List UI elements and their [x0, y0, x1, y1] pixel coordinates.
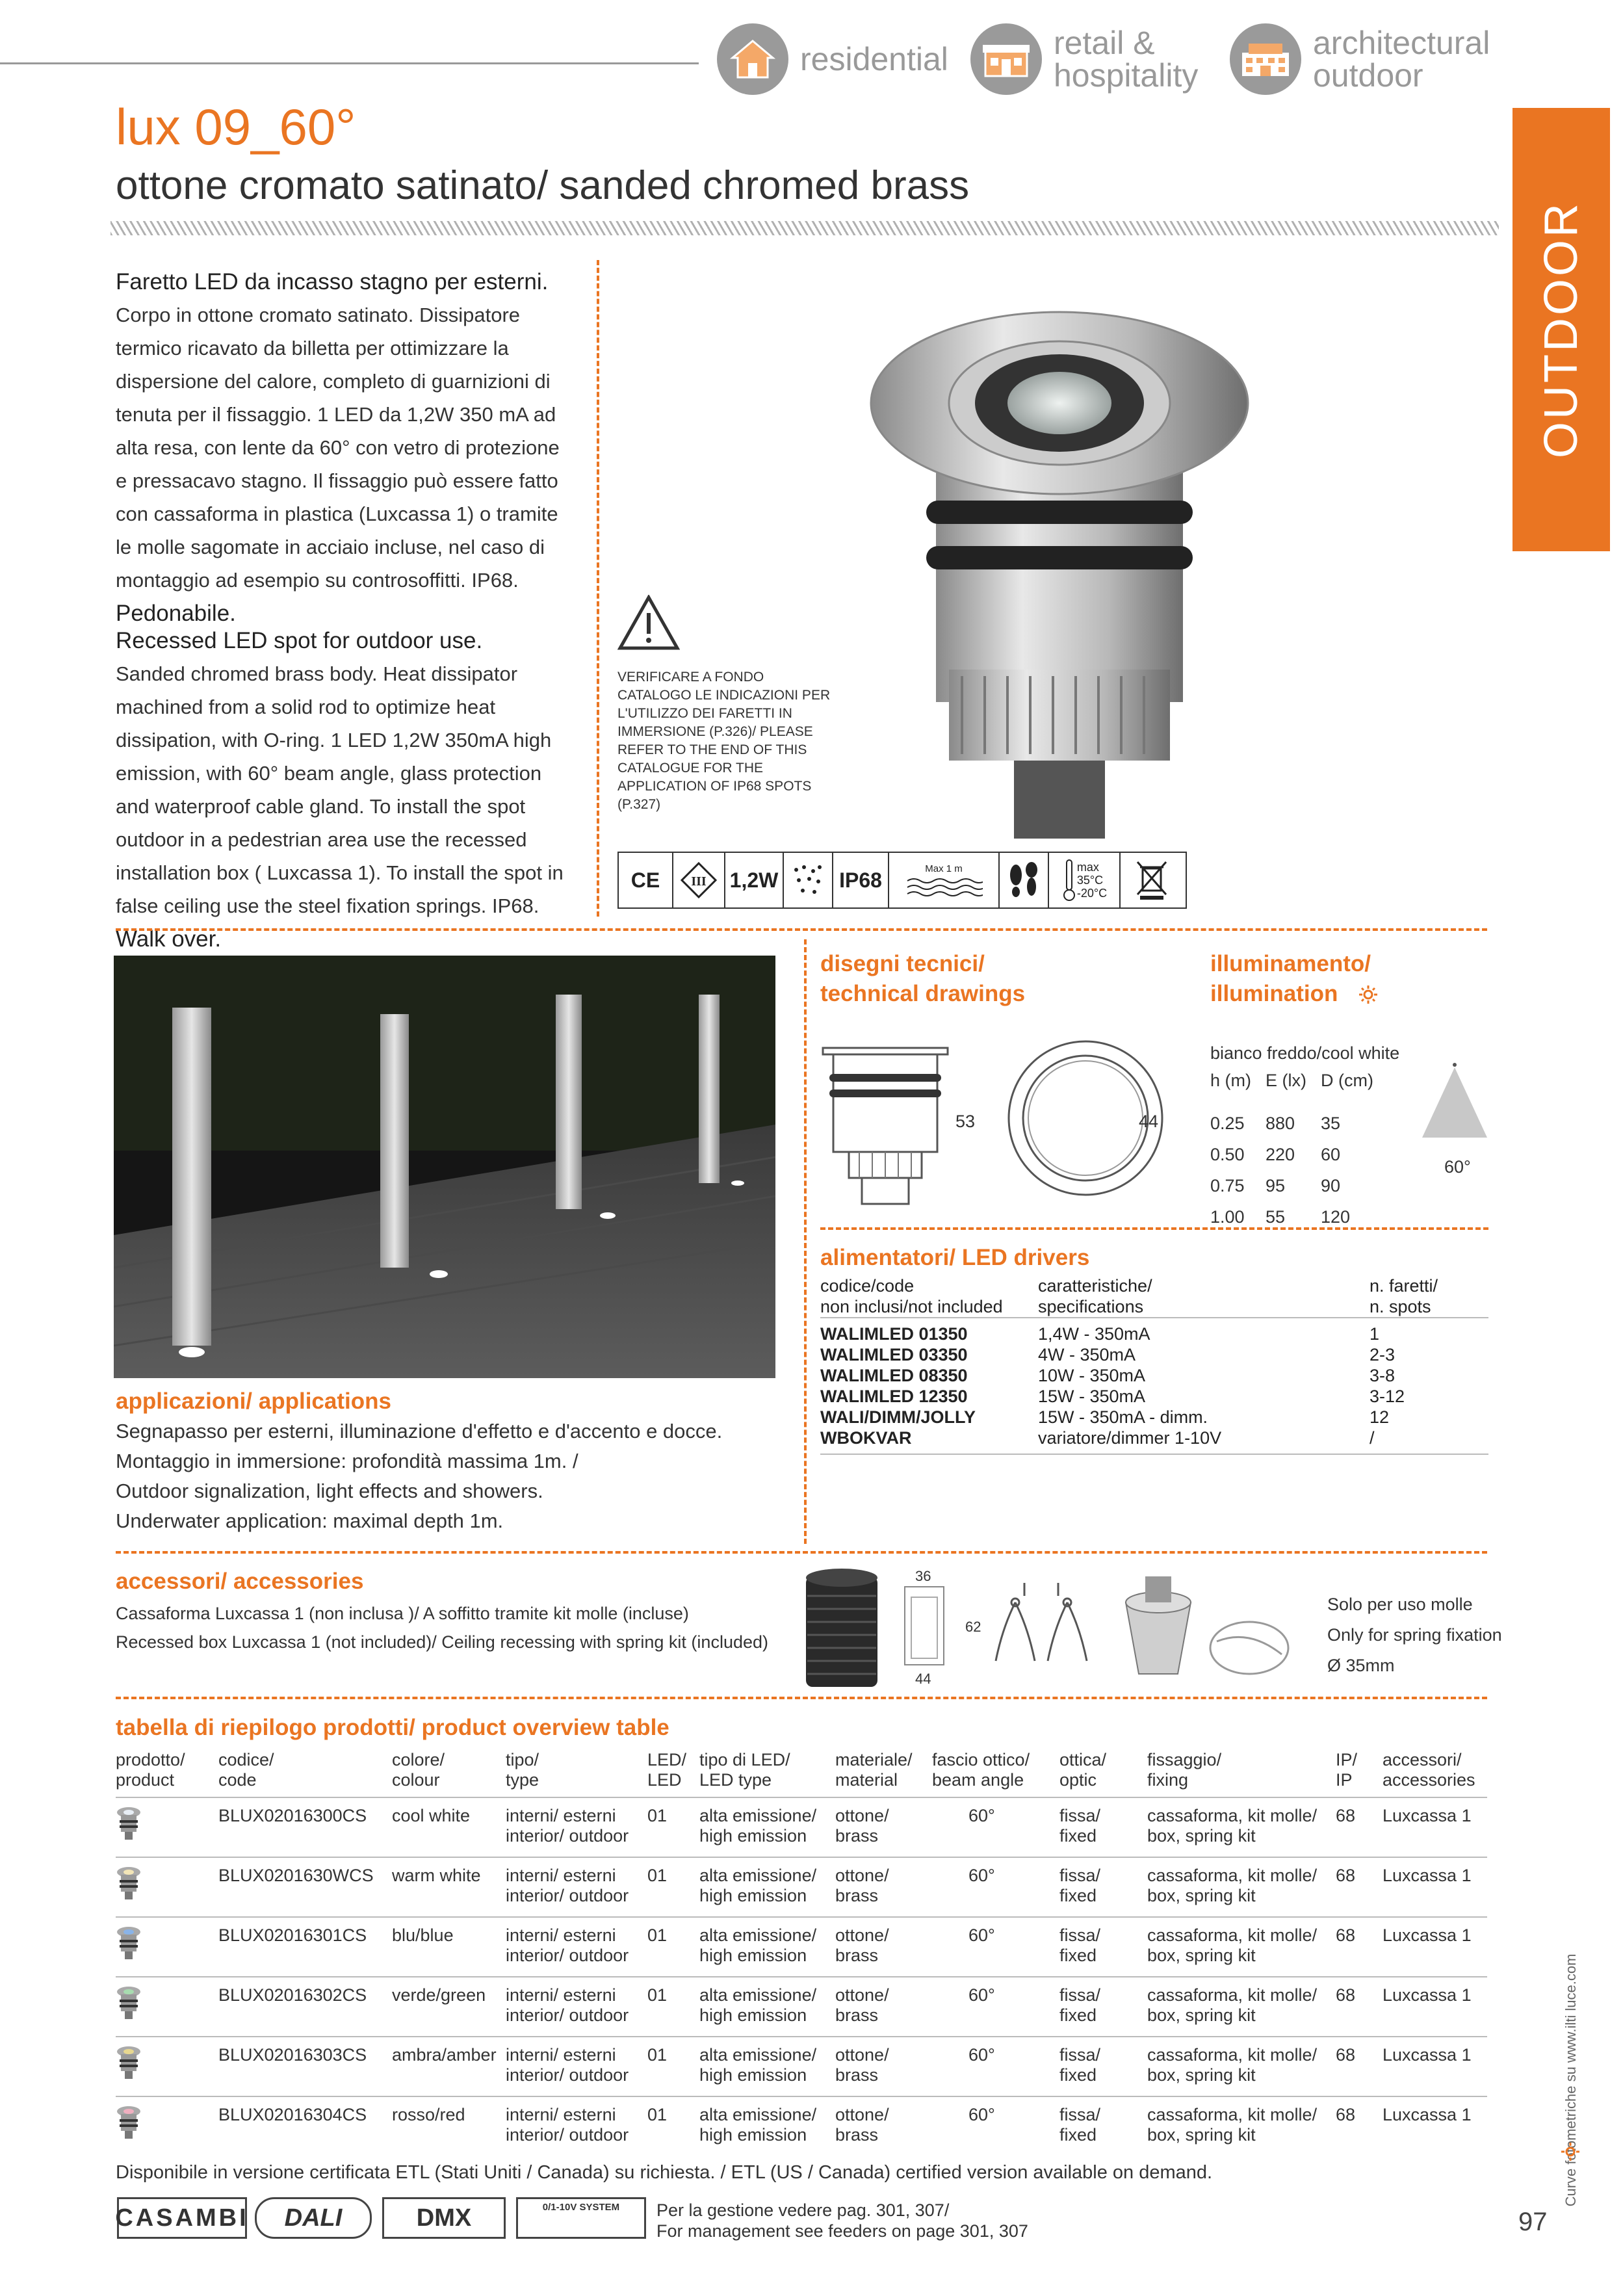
illumination-title: illuminamento/ illumination — [1210, 951, 1371, 1006]
segment-retail — [970, 23, 1198, 95]
sun-icon — [1358, 985, 1378, 1008]
dimension-height: 53 — [955, 1112, 976, 1131]
accessories-section — [116, 1567, 768, 1656]
product-row: BLUX0201630WCS warm white interni/ esterni interior/ outdoor 01 alta emissione/ high emission ottone/ brass 60° fissa/ fixed cassaforma, kit molle/ box, spring kit 68 Luxcassa 1 — [116, 1857, 1487, 1917]
building-icon — [1230, 23, 1301, 95]
dimension-diameter: 44 — [1139, 1112, 1159, 1131]
page-number: 97 — [1518, 2208, 1548, 2236]
vertical-divider-2 — [804, 939, 807, 1544]
svg-text:III: III — [691, 874, 707, 889]
product-thumbnail-icon — [116, 2105, 142, 2141]
certification-bar — [617, 852, 1187, 909]
applications-title: applicazioni/ applications — [116, 1389, 391, 1414]
analog-10v-logo: 0/1-10V SYSTEM — [516, 2197, 646, 2239]
desc-tail-en: Walk over. — [116, 926, 222, 952]
product-row: BLUX02016304CS rosso/red interni/ esterni interior/ outdoor 01 alta emissione/ high emission ottone/ brass 60° fissa/ fixed cassaforma, kit molle/ box, spring kit 68 Luxcassa 1 — [116, 2096, 1487, 2156]
beam-cone-icon — [1419, 1060, 1490, 1147]
description-italian — [116, 265, 571, 631]
application-line: Outdoor signalization, light effects and showers. — [116, 1480, 543, 1502]
accessories-title: accessori/ accessories — [116, 1569, 364, 1594]
illumination-table: bianco freddo/cool white h (m) E (lx) D (cm) 0.25 880 35 0.50 220 60 0.75 95 90 1.00 55 120 — [1210, 1040, 1399, 1233]
header-rule — [0, 62, 699, 64]
product-overview-table: prodotto/ product codice/ code colore/ colour tipo/ type LED/ LED tipo di LED/ LED type materiale/ material fascio ottico/ beam angle ottica/ optic fissaggio/ fixing IP/ IP accessori/ accessories BLUX02016300CS cool white interni/ esterni interior/ outdoor 01 alta emissione/ high emission ottone/ brass 60° fissa/ fixed cassaforma, kit molle/ box, spring kit 68 Luxcassa 1 BLUX0201630WCS warm white interni/ esterni interior/ outdoor 01 alta emissione/ high emission ottone/ brass 60° fissa/ fixed cassaforma, kit molle/ box, spring kit 68 Luxcassa 1 BLUX02016301CS blu/blue interni/ esterni interior/ outdoor 01 alta emissione/ high emission ottone/ brass 60° fissa/ fixed cassaforma, kit molle/ box, spring kit 68 Luxcassa 1 BLUX02016302CS verde/green interni/ esterni interior/ outdoor 01 alta emissione/ high emission ottone/ brass 60° fissa/ fixed cassaforma, kit molle/ box, spring kit 68 Luxcassa 1 BLUX02016303CS ambra/amber interni/ esterni interior/ outdoor 01 alta emissione/ high emission ottone/ brass 60° fissa/ fixed cassaforma, kit molle/ box, spring kit 68 Luxcassa 1 BLUX02016304CS rosso/red interni/ esterni interior/ outdoor 01 alta emissione/ high emission ottone/ brass 60° fissa/ fixed cassaforma, kit molle/ box, spring kit 68 Luxcassa 1 — [116, 1750, 1487, 2156]
accessories-line: Recessed box Luxcassa 1 (not included)/ Ceiling recessing with spring kit (included) — [116, 1632, 768, 1652]
max-depth-icon: Max 1 m — [889, 853, 1000, 907]
technical-drawing — [820, 1040, 1171, 1212]
management-note: Per la gestione vedere pag. 301, 307/ For management see feeders on page 301, 307 — [656, 2200, 1028, 2241]
divider-3 — [116, 1697, 1487, 1699]
drawings-title: disegni tecnici/ technical drawings — [820, 951, 1026, 1006]
product-photo — [864, 306, 1254, 848]
dmx-logo: DMX — [382, 2197, 506, 2239]
power-rating: 1,2W — [725, 853, 784, 907]
product-thumbnail-icon — [116, 1806, 142, 1842]
divider-2 — [116, 1551, 1487, 1554]
beam-angle-label: 60° — [1444, 1157, 1471, 1177]
house-icon — [717, 23, 788, 95]
product-row: BLUX02016302CS verde/green interni/ esterni interior/ outdoor 01 alta emissione/ high emission ottone/ brass 60° fissa/ fixed cassaforma, kit molle/ box, spring kit 68 Luxcassa 1 — [116, 1977, 1487, 2037]
dali-logo: DALI — [255, 2197, 372, 2239]
walkover-dots-icon — [784, 853, 833, 907]
temperature-range: max 35°C -20°C — [1049, 853, 1121, 907]
sun-icon — [1561, 2142, 1580, 2165]
product-row: BLUX02016301CS blu/blue interni/ esterni interior/ outdoor 01 alta emissione/ high emission ottone/ brass 60° fissa/ fixed cassaforma, kit molle/ box, spring kit 68 Luxcassa 1 — [116, 1917, 1487, 1977]
driver-row: WALIMLED 03350 4W - 350mA 2-3 — [820, 1345, 1396, 1364]
description-english — [116, 624, 571, 956]
product-thumbnail-icon — [116, 1985, 142, 2022]
segment-label: architectural outdoor — [1313, 25, 1490, 94]
divider-1 — [116, 928, 1487, 931]
photometric-note: Curve fotometriche su www.ilti luce.com — [1563, 1953, 1579, 2207]
accessory-dim-height: 62 — [965, 1619, 981, 1635]
application-scene-photo — [114, 956, 775, 1378]
drivers-title: alimentatori/ LED drivers — [820, 1245, 1090, 1270]
class-iii-icon — [673, 853, 725, 907]
driver-row: WALIMLED 12350 15W - 350mA 3-12 — [820, 1387, 1405, 1406]
segment-residential — [717, 23, 948, 95]
footprints-icon — [1000, 853, 1049, 907]
illumination-subtitle: bianco freddo/cool white — [1210, 1043, 1400, 1063]
etl-note: Disponibile in versione certificata ETL (Stati Uniti / Canada) su richiesta. / ETL (US / Canada) certified version available on demand. — [116, 2162, 1213, 2183]
casambi-logo: CASAMBI — [117, 2197, 247, 2239]
applications-section — [116, 1387, 722, 1536]
weee-bin-icon — [1121, 853, 1183, 907]
product-row: BLUX02016300CS cool white interni/ esterni interior/ outdoor 01 alta emissione/ high emission ottone/ brass 60° fissa/ fixed cassaforma, kit molle/ box, spring kit 68 Luxcassa 1 — [116, 1797, 1487, 1857]
drivers-table: codice/code caratteristiche/ n. faretti/ non inclusi/not included specifications n. spots WALIMLED 01350 1,4W - 350mA 1 WALIMLED 03350 4W - 350mA 2-3 WALIMLED 08350 10W - 350mA 3-8 WALIMLED 12350 15W - 350mA 3-12 WALI/DIMM/JOLLY 15W - 350mA - dimm. 12 WBOKVAR variatore/dimmer 1-10V / — [820, 1275, 1488, 1455]
desc-heading-it: Faretto LED da incasso stagno per esterni. — [116, 269, 549, 294]
immersion-warning: VERIFICARE A FONDO CATALOGO LE INDICAZIONI PER L'UTILIZZO DEI FARETTI IN IMMERSIONE (P.326)/ PLEASE REFER TO THE END OF THIS CATALOGUE FOR THE APPLICATION OF IP68 SPOTS (P.327) — [617, 670, 831, 812]
accessories-images — [801, 1563, 1366, 1697]
product-subtitle: ottone cromato satinato/ sanded chromed brass — [116, 163, 970, 208]
ip-rating: IP68 — [833, 853, 889, 907]
accessories-line: Cassaforma Luxcassa 1 (non inclusa )/ A soffitto tramite kit molle (incluse) — [116, 1604, 689, 1623]
driver-row: WBOKVAR variatore/dimmer 1-10V / — [820, 1428, 1488, 1454]
product-thumbnail-icon — [116, 1925, 142, 1962]
desc-body-it: Corpo in ottone cromato satinato. Dissipatore termico ricavato da billetta per ottimizzare la dispersione del calore, completo di guarnizioni di tenuta per il fissaggio. 1 LED da 1,2W 350 mA ad alta resa, con lente da 60° con vetro di protezione e pressacavo stagno. Il fissaggio può essere fatto con cassaforma in plastica (Luxcassa 1) o tramite le molle sagomate in acciaio incluse, nel caso di montaggio ad esempio su controsoffitti. IP68. — [116, 304, 560, 592]
vertical-divider — [597, 260, 599, 917]
desc-tail-it: Pedonabile. — [116, 601, 236, 626]
driver-row: WALIMLED 08350 10W - 350mA 3-8 — [820, 1366, 1396, 1385]
title-hatch-divider — [110, 221, 1499, 235]
segment-architectural — [1230, 23, 1490, 95]
application-line: Segnapasso per esterni, illuminazione d'effetto e d'accento e docce. — [116, 1420, 723, 1442]
overview-title: tabella di riepilogo prodotti/ product overview table — [116, 1715, 669, 1740]
product-title: lux 09_60° — [116, 98, 356, 155]
product-thumbnail-icon — [116, 1866, 142, 1902]
warning-triangle-icon — [617, 595, 680, 654]
desc-body-en: Sanded chromed brass body. Heat dissipator machined from a solid rod to optimize heat dissipation, with O-ring. 1 LED 1,2W 350mA high emission, with 60° beam angle, glass protection and waterproof cable gland. To install the spot outdoor in a pedestrian area use the recessed installation box ( Luxcassa 1). To install the spot in false ceiling use the steel fixation springs. IP68. — [116, 662, 564, 917]
application-line: Underwater application: maximal depth 1m. — [116, 1509, 504, 1532]
shop-icon — [970, 23, 1042, 95]
accessory-dim-width: 36 — [915, 1568, 931, 1584]
product-thumbnail-icon — [116, 2045, 142, 2081]
divider-drivers — [820, 1227, 1488, 1230]
segment-label: retail & hospitality — [1054, 25, 1199, 94]
product-row: BLUX02016303CS ambra/amber interni/ esterni interior/ outdoor 01 alta emissione/ high emission ottone/ brass 60° fissa/ fixed cassaforma, kit molle/ box, spring kit 68 Luxcassa 1 — [116, 2037, 1487, 2096]
accessory-dim-base: 44 — [915, 1671, 931, 1687]
segment-label: residential — [800, 41, 948, 77]
application-line: Montaggio in immersione: profondità massima 1m. / — [116, 1450, 578, 1472]
outdoor-side-tab: OUTDOOR — [1513, 108, 1610, 551]
driver-row: WALI/DIMM/JOLLY 15W - 350mA - dimm. 12 — [820, 1407, 1390, 1427]
spring-fixation-note: Solo per uso molle Only for spring fixation Ø 35mm — [1327, 1595, 1502, 1675]
desc-heading-en: Recessed LED spot for outdoor use. — [116, 628, 483, 653]
driver-row: WALIMLED 01350 1,4W - 350mA 1 — [820, 1324, 1380, 1344]
ce-mark-icon: CE — [619, 853, 673, 907]
